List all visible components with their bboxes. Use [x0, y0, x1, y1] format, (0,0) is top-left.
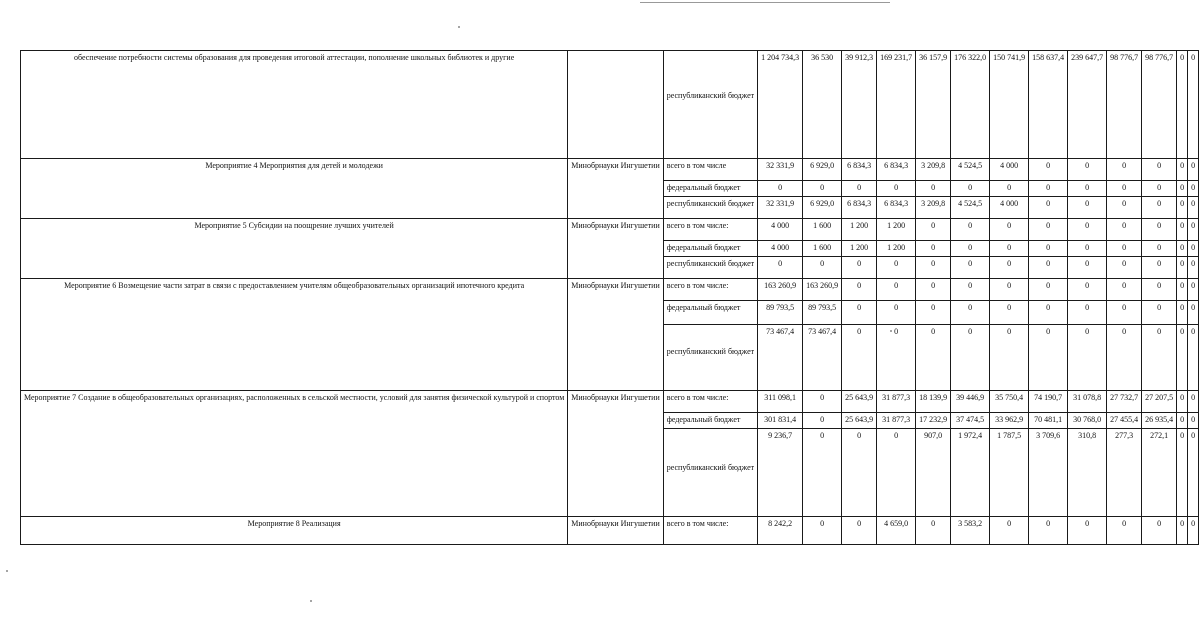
executor-cell: Минобрнауки Ингушетии [568, 517, 663, 545]
scan-speck [310, 600, 312, 602]
funding-source-cell: республиканский бюджет [663, 429, 757, 517]
executor-cell: Минобрнауки Ингушетии [568, 279, 663, 391]
funding-source-cell: республиканский бюджет [663, 197, 757, 219]
funding-source-cell: республиканский бюджет [663, 51, 757, 159]
amount-cell: 0 [1107, 517, 1142, 545]
amount-cell: 1 600 [803, 219, 842, 241]
amount-cell: 0 [758, 181, 803, 197]
table-row [21, 279, 1199, 301]
amount-cell: 0 [1177, 181, 1188, 197]
amount-cell: 0 [1142, 197, 1177, 219]
activity-name-cell: Мероприятие 5 Субсидии на поощрение лучших учителей [21, 219, 568, 279]
funding-source-cell: всего в том числе: [663, 279, 757, 301]
amount-cell: 0 [1107, 159, 1142, 181]
amount-cell: 0 [1068, 301, 1107, 325]
amount-cell: 310,8 [1068, 429, 1107, 517]
amount-cell: 8 242,2 [758, 517, 803, 545]
amount-cell: 0 [1142, 219, 1177, 241]
activity-name-cell: обеспечение потребности системы образования для проведения итоговой аттестации, пополнение школьных библиотек и другие [21, 51, 568, 159]
amount-cell: 0 [1177, 429, 1188, 517]
amount-cell: 0 [1107, 301, 1142, 325]
funding-source-cell: всего в том числе: [663, 517, 757, 545]
activity-name-cell: Мероприятие 7 Создание в общеобразовательных организациях, расположенных в сельской местности, условий для занятия физической культурой и спортом [21, 391, 568, 517]
amount-cell: 0 [990, 181, 1029, 197]
activity-name-cell: Мероприятие 8 Реализация [21, 517, 568, 545]
amount-cell: 1 204 734,3 [758, 51, 803, 159]
amount-cell: 0 [951, 301, 990, 325]
amount-cell: 1 972,4 [951, 429, 990, 517]
amount-cell: 0 [842, 517, 877, 545]
amount-cell: 163 260,9 [803, 279, 842, 301]
amount-cell: 32 331,9 [758, 159, 803, 181]
amount-cell: 35 750,4 [990, 391, 1029, 413]
amount-cell: 0 [1188, 181, 1199, 197]
amount-cell: 0 [1107, 257, 1142, 279]
amount-cell: 0 [1142, 241, 1177, 257]
amount-cell: 277,3 [1107, 429, 1142, 517]
amount-cell: 0 [1177, 257, 1188, 279]
amount-cell: 0 [990, 517, 1029, 545]
amount-cell: 36 530 [803, 51, 842, 159]
amount-cell: 272,1 [1142, 429, 1177, 517]
amount-cell: 0 [1177, 219, 1188, 241]
executor-cell: Минобрнауки Ингушетии [568, 391, 663, 517]
amount-cell: 0 [1177, 197, 1188, 219]
amount-cell: 0 [1177, 413, 1188, 429]
amount-cell: 0 [1142, 325, 1177, 391]
amount-cell: 33 962,9 [990, 413, 1029, 429]
executor-cell: Минобрнауки Ингушетии [568, 219, 663, 279]
amount-cell: 9 236,7 [758, 429, 803, 517]
amount-cell: 0 [1068, 257, 1107, 279]
funding-source-cell: республиканский бюджет [663, 257, 757, 279]
table-row [21, 517, 1199, 545]
funding-source-cell: всего в том числе: [663, 219, 757, 241]
activity-name-cell: Мероприятие 4 Мероприятия для детей и молодежи [21, 159, 568, 219]
amount-cell: 0 [1029, 325, 1068, 391]
amount-cell: 37 474,5 [951, 413, 990, 429]
amount-cell: 3 709,6 [1029, 429, 1068, 517]
scan-speck [6, 570, 8, 572]
amount-cell: 6 834,3 [842, 197, 877, 219]
amount-cell: 0 [1188, 241, 1199, 257]
activity-name-cell: Мероприятие 6 Возмещение части затрат в связи с предоставлением учителям общеобразовательных организаций ипотечного кредита [21, 279, 568, 391]
amount-cell: 0 [877, 301, 916, 325]
amount-cell: 0 [1142, 181, 1177, 197]
amount-cell: 0 [803, 429, 842, 517]
amount-cell: 0 [1177, 279, 1188, 301]
amount-cell: 0 [1188, 257, 1199, 279]
amount-cell: 239 647,7 [1068, 51, 1107, 159]
amount-cell: 25 643,9 [842, 391, 877, 413]
amount-cell: 3 583,2 [951, 517, 990, 545]
amount-cell: 0 [990, 279, 1029, 301]
amount-cell: 907,0 [916, 429, 951, 517]
amount-cell: 0 [990, 257, 1029, 279]
amount-cell: 0 [842, 279, 877, 301]
table-row [21, 391, 1199, 413]
amount-cell: 0 [1029, 181, 1068, 197]
amount-cell: 4 659,0 [877, 517, 916, 545]
amount-cell: 6 929,0 [803, 159, 842, 181]
amount-cell: 3 209,8 [916, 197, 951, 219]
amount-cell: 0 [1107, 181, 1142, 197]
amount-cell: 0 [1107, 197, 1142, 219]
amount-cell: 0 [1068, 197, 1107, 219]
amount-cell: 0 [1188, 517, 1199, 545]
amount-cell: 98 776,7 [1107, 51, 1142, 159]
amount-cell: 0 [990, 241, 1029, 257]
amount-cell: 0 [916, 257, 951, 279]
amount-cell: 0 [877, 257, 916, 279]
amount-cell: 3 209,8 [916, 159, 951, 181]
amount-cell: 0 [951, 257, 990, 279]
amount-cell: 4 000 [758, 219, 803, 241]
amount-cell: 0 [1029, 301, 1068, 325]
amount-cell: 0 [877, 325, 916, 391]
amount-cell: 0 [916, 219, 951, 241]
funding-source-cell: федеральный бюджет [663, 181, 757, 197]
amount-cell: 0 [1188, 219, 1199, 241]
amount-cell: 6 834,3 [877, 197, 916, 219]
executor-cell [568, 51, 663, 159]
amount-cell: 0 [1177, 241, 1188, 257]
amount-cell: 0 [1029, 279, 1068, 301]
amount-cell: 0 [1068, 517, 1107, 545]
amount-cell: 0 [916, 181, 951, 197]
table-body [21, 51, 1199, 545]
scan-speck [458, 26, 460, 28]
amount-cell: 89 793,5 [758, 301, 803, 325]
amount-cell: 0 [1188, 391, 1199, 413]
amount-cell: 6 929,0 [803, 197, 842, 219]
funding-source-cell: федеральный бюджет [663, 301, 757, 325]
amount-cell: 0 [916, 241, 951, 257]
amount-cell: 1 600 [803, 241, 842, 257]
amount-cell: 70 481,1 [1029, 413, 1068, 429]
amount-cell: 73 467,4 [803, 325, 842, 391]
amount-cell: 18 139,9 [916, 391, 951, 413]
amount-cell: 0 [1029, 257, 1068, 279]
amount-cell: 0 [951, 219, 990, 241]
amount-cell: 1 200 [842, 241, 877, 257]
amount-cell: 150 741,9 [990, 51, 1029, 159]
amount-cell: 0 [758, 257, 803, 279]
amount-cell: 0 [877, 429, 916, 517]
amount-cell: 27 455,4 [1107, 413, 1142, 429]
amount-cell: 0 [1142, 517, 1177, 545]
amount-cell: 0 [803, 413, 842, 429]
amount-cell: 0 [877, 279, 916, 301]
scan-edge-line [640, 2, 890, 3]
amount-cell: 0 [951, 241, 990, 257]
amount-cell: 4 524,5 [951, 159, 990, 181]
amount-cell: 0 [990, 219, 1029, 241]
amount-cell: 1 200 [877, 241, 916, 257]
amount-cell: 169 231,7 [877, 51, 916, 159]
amount-cell: 0 [1188, 325, 1199, 391]
amount-cell: 0 [951, 279, 990, 301]
amount-cell: 0 [1188, 429, 1199, 517]
amount-cell: 4 000 [758, 241, 803, 257]
amount-cell: 0 [1029, 219, 1068, 241]
amount-cell: 0 [1107, 219, 1142, 241]
amount-cell: 1 787,5 [990, 429, 1029, 517]
amount-cell: 0 [803, 391, 842, 413]
amount-cell: 27 732,7 [1107, 391, 1142, 413]
amount-cell: 73 467,4 [758, 325, 803, 391]
amount-cell: 31 877,3 [877, 413, 916, 429]
amount-cell: 6 834,3 [842, 159, 877, 181]
amount-cell: 32 331,9 [758, 197, 803, 219]
amount-cell: 6 834,3 [877, 159, 916, 181]
amount-cell: 0 [803, 517, 842, 545]
table-row [21, 159, 1199, 181]
amount-cell: 74 190,7 [1029, 391, 1068, 413]
amount-cell: 0 [951, 325, 990, 391]
amount-cell: 1 200 [842, 219, 877, 241]
amount-cell: 0 [1177, 301, 1188, 325]
table-row [21, 219, 1199, 241]
amount-cell: 0 [1188, 159, 1199, 181]
amount-cell: 176 322,0 [951, 51, 990, 159]
amount-cell: 0 [842, 257, 877, 279]
amount-cell: 31 877,3 [877, 391, 916, 413]
funding-source-cell: всего в том числе: [663, 391, 757, 413]
amount-cell: 17 232,9 [916, 413, 951, 429]
amount-cell: 27 207,5 [1142, 391, 1177, 413]
amount-cell: 25 643,9 [842, 413, 877, 429]
funding-source-cell: республиканский бюджет [663, 325, 757, 391]
funding-source-cell: федеральный бюджет [663, 413, 757, 429]
amount-cell: 0 [1107, 241, 1142, 257]
amount-cell: 0 [1188, 279, 1199, 301]
amount-cell: 0 [951, 181, 990, 197]
amount-cell: 163 260,9 [758, 279, 803, 301]
funding-source-cell: всего в том числе [663, 159, 757, 181]
amount-cell: 0 [842, 181, 877, 197]
amount-cell: 158 637,4 [1029, 51, 1068, 159]
amount-cell: 0 [1068, 181, 1107, 197]
amount-cell: 0 [1068, 241, 1107, 257]
amount-cell: 0 [1029, 197, 1068, 219]
amount-cell: 0 [1068, 279, 1107, 301]
amount-cell: 39 446,9 [951, 391, 990, 413]
amount-cell: 31 078,8 [1068, 391, 1107, 413]
amount-cell: 0 [1142, 279, 1177, 301]
amount-cell: 0 [990, 325, 1029, 391]
amount-cell: 0 [916, 325, 951, 391]
amount-cell: 0 [1068, 325, 1107, 391]
amount-cell: 0 [1177, 391, 1188, 413]
amount-cell: 0 [1188, 51, 1199, 159]
funding-source-cell: федеральный бюджет [663, 241, 757, 257]
amount-cell: 4 524,5 [951, 197, 990, 219]
amount-cell: 0 [803, 181, 842, 197]
amount-cell: 0 [1107, 325, 1142, 391]
amount-cell: 0 [1177, 325, 1188, 391]
amount-cell: 4 000 [990, 197, 1029, 219]
amount-cell: 0 [1142, 159, 1177, 181]
amount-cell: 0 [1188, 413, 1199, 429]
amount-cell: 36 157,9 [916, 51, 951, 159]
amount-cell: 98 776,7 [1142, 51, 1177, 159]
amount-cell: 26 935,4 [1142, 413, 1177, 429]
amount-cell: 0 [916, 301, 951, 325]
amount-cell: 0 [1177, 159, 1188, 181]
amount-cell: 0 [1107, 279, 1142, 301]
amount-cell: 301 831,4 [758, 413, 803, 429]
amount-cell: 0 [842, 429, 877, 517]
amount-cell: 311 098,1 [758, 391, 803, 413]
amount-cell: 0 [1188, 197, 1199, 219]
amount-cell: 0 [1188, 301, 1199, 325]
amount-cell: 39 912,3 [842, 51, 877, 159]
amount-cell: 0 [1029, 517, 1068, 545]
amount-cell: 0 [916, 517, 951, 545]
amount-cell: 0 [1068, 219, 1107, 241]
amount-cell: 89 793,5 [803, 301, 842, 325]
amount-cell: 0 [1068, 159, 1107, 181]
amount-cell: 0 [1029, 159, 1068, 181]
amount-cell: 1 200 [877, 219, 916, 241]
amount-cell: 0 [1029, 241, 1068, 257]
budget-table [20, 50, 1199, 545]
amount-cell: 0 [1177, 517, 1188, 545]
amount-cell: 0 [990, 301, 1029, 325]
amount-cell: 0 [842, 301, 877, 325]
amount-cell: 0 [803, 257, 842, 279]
amount-cell: 0 [842, 325, 877, 391]
amount-cell: 0 [877, 181, 916, 197]
amount-cell: 0 [916, 279, 951, 301]
table-row [21, 51, 1199, 159]
amount-cell: 0 [1142, 301, 1177, 325]
amount-cell: 30 768,0 [1068, 413, 1107, 429]
amount-cell: 0 [1142, 257, 1177, 279]
executor-cell: Минобрнауки Ингушетии [568, 159, 663, 219]
amount-cell: 4 000 [990, 159, 1029, 181]
amount-cell: 0 [1177, 51, 1188, 159]
